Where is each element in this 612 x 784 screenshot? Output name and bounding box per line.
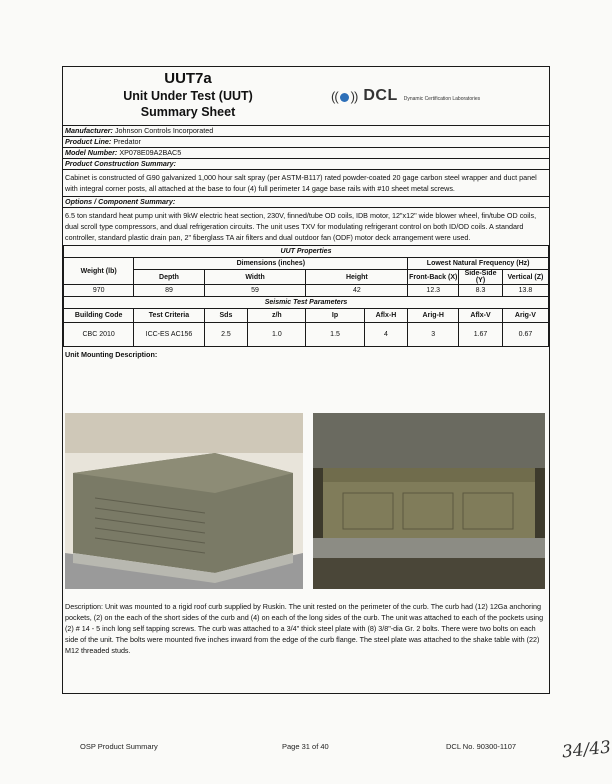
mounting-label: Unit Mounting Description: <box>65 350 158 359</box>
seismic-value-cell: 1.5 <box>306 323 364 347</box>
construction-text: Cabinet is constructed of G90 galvanized 1,000 hour salt spray (per ASTM-B117) rated powder-coated 20 gage carbon steel wrapper and duct panel with integral corner posts, all attached at the base to four (4) full perimeter 14 gage base rails with #10 sheet metal screws. <box>63 170 549 197</box>
seismic-header-cell: Test Criteria <box>134 309 204 323</box>
seismic-value-cell: 3 <box>408 323 459 347</box>
page-subtitle-2: Summary Sheet <box>140 105 236 119</box>
seismic-header-cell: Ip <box>306 309 364 323</box>
weight-header: Weight (lb) <box>64 258 134 285</box>
vertical-value: 13.8 <box>502 285 548 297</box>
dimensions-header: Dimensions (inches) <box>134 258 408 270</box>
width-header: Width <box>204 270 306 285</box>
unit-photo-right <box>313 413 545 589</box>
footer-left: OSP Product Summary <box>80 742 158 751</box>
summary-sheet <box>62 66 550 694</box>
footer-document-number: DCL No. 90300-1107 <box>446 742 517 751</box>
seismic-header-cell: Arig-V <box>502 309 548 323</box>
footer-page-number: Page 31 of 40 <box>282 742 329 751</box>
seismic-value-cell: 1.0 <box>248 323 306 347</box>
seismic-header-cell: z/h <box>248 309 306 323</box>
model-row <box>63 148 549 159</box>
uut-properties-table <box>63 245 549 347</box>
seismic-value-cell: 0.67 <box>502 323 548 347</box>
seismic-heading: Seismic Test Parameters <box>64 297 549 309</box>
seismic-header-cell: Arig-H <box>408 309 459 323</box>
construction-label: Product Construction Summary: <box>65 159 177 168</box>
front-back-value: 12.3 <box>408 285 459 297</box>
seismic-header-cell: Aflx-H <box>364 309 408 323</box>
options-text: 6.5 ton standard heat pump unit with 9kW electric heat section, 230V, finned/tube OD coils, IDB motor, 12"x12" wide blower wheel, fin/tube OD coils, dual scroll type compressors, and dual refrigeration circuits. The unit uses TXV for modulating refrigerant control on both ID/OD coils. A standard controller, standard plastic drain pan, 2" fiberglass TA air filters and dual outdoor fan (ODF) motor deck arrangement were used. <box>65 211 537 242</box>
seismic-header-cell: Sds <box>204 309 248 323</box>
weight-value: 970 <box>64 285 134 297</box>
manufacturer-value: Johnson Controls Incorporated <box>114 126 214 135</box>
product-line-label: Product Line: <box>65 137 112 146</box>
seismic-value-cell: 1.67 <box>459 323 503 347</box>
product-line-row <box>63 137 549 148</box>
vertical-header: Vertical (Z) <box>502 270 548 285</box>
mounting-description: Description: Unit was mounted to a rigid roof curb supplied by Ruskin. The unit rested on the perimeter of the curb. The curb had (12) 12Ga anchoring pockets, (2) on the each of the short sides of the curb and (4) on each of the long sides of the curb. The unit was attached to each of the pockets using (2) # 14 - 5 inch long self tapping screws. The curb was attached to a 3/4" thick steel plate with (8) 3/8"-dia Gr. 2 bolts. There were two bolts on each side of the unit. The bolts were mounted five inches inward from the edge of the curb flange. The steel plate was attached to the shake table with (22) M12 threaded studs. <box>65 602 544 655</box>
seismic-header-cell: Aflx-V <box>459 309 503 323</box>
depth-header: Depth <box>134 270 204 285</box>
seismic-value-cell: CBC 2010 <box>64 323 134 347</box>
seismic-value-cell: 2.5 <box>204 323 248 347</box>
unit-photo-left <box>65 413 303 589</box>
page-title: UUT7a <box>164 70 212 87</box>
seismic-header-cell: Building Code <box>64 309 134 323</box>
handwritten-page-note: 34/43 <box>561 737 612 763</box>
depth-value: 89 <box>134 285 204 297</box>
manufacturer-row <box>63 126 549 137</box>
page-subtitle: Unit Under Test (UUT) <box>123 89 253 103</box>
dcl-logo <box>331 87 480 105</box>
mounting-section <box>63 347 549 362</box>
side-side-header: Side-Side (Y) <box>459 270 503 285</box>
seismic-value-cell: 4 <box>364 323 408 347</box>
height-header: Height <box>306 270 408 285</box>
front-back-header: Front-Back (X) <box>408 270 459 285</box>
options-label: Options / Component Summary: <box>65 197 176 206</box>
height-value: 42 <box>306 285 408 297</box>
logo-subtext: Dynamic Certification Laboratories <box>403 96 481 102</box>
width-value: 59 <box>204 285 306 297</box>
side-side-value: 8.3 <box>459 285 503 297</box>
product-line-value: Predator <box>113 137 141 146</box>
model-value: XP078E09A2BAC5 <box>119 148 182 157</box>
logo-wave-icon: (( )) <box>331 88 358 104</box>
seismic-value-cell: ICC-ES AC156 <box>134 323 204 347</box>
construction-label-row <box>63 159 549 170</box>
options-label-row <box>63 197 549 208</box>
sheet-header <box>63 67 549 126</box>
uut-properties-heading: UUT Properties <box>64 246 549 258</box>
manufacturer-label: Manufacturer: <box>65 126 113 135</box>
frequency-header: Lowest Natural Frequency (Hz) <box>408 258 549 270</box>
title-block <box>63 67 313 120</box>
logo-text: DCL <box>363 87 398 104</box>
model-label: Model Number: <box>65 148 118 157</box>
